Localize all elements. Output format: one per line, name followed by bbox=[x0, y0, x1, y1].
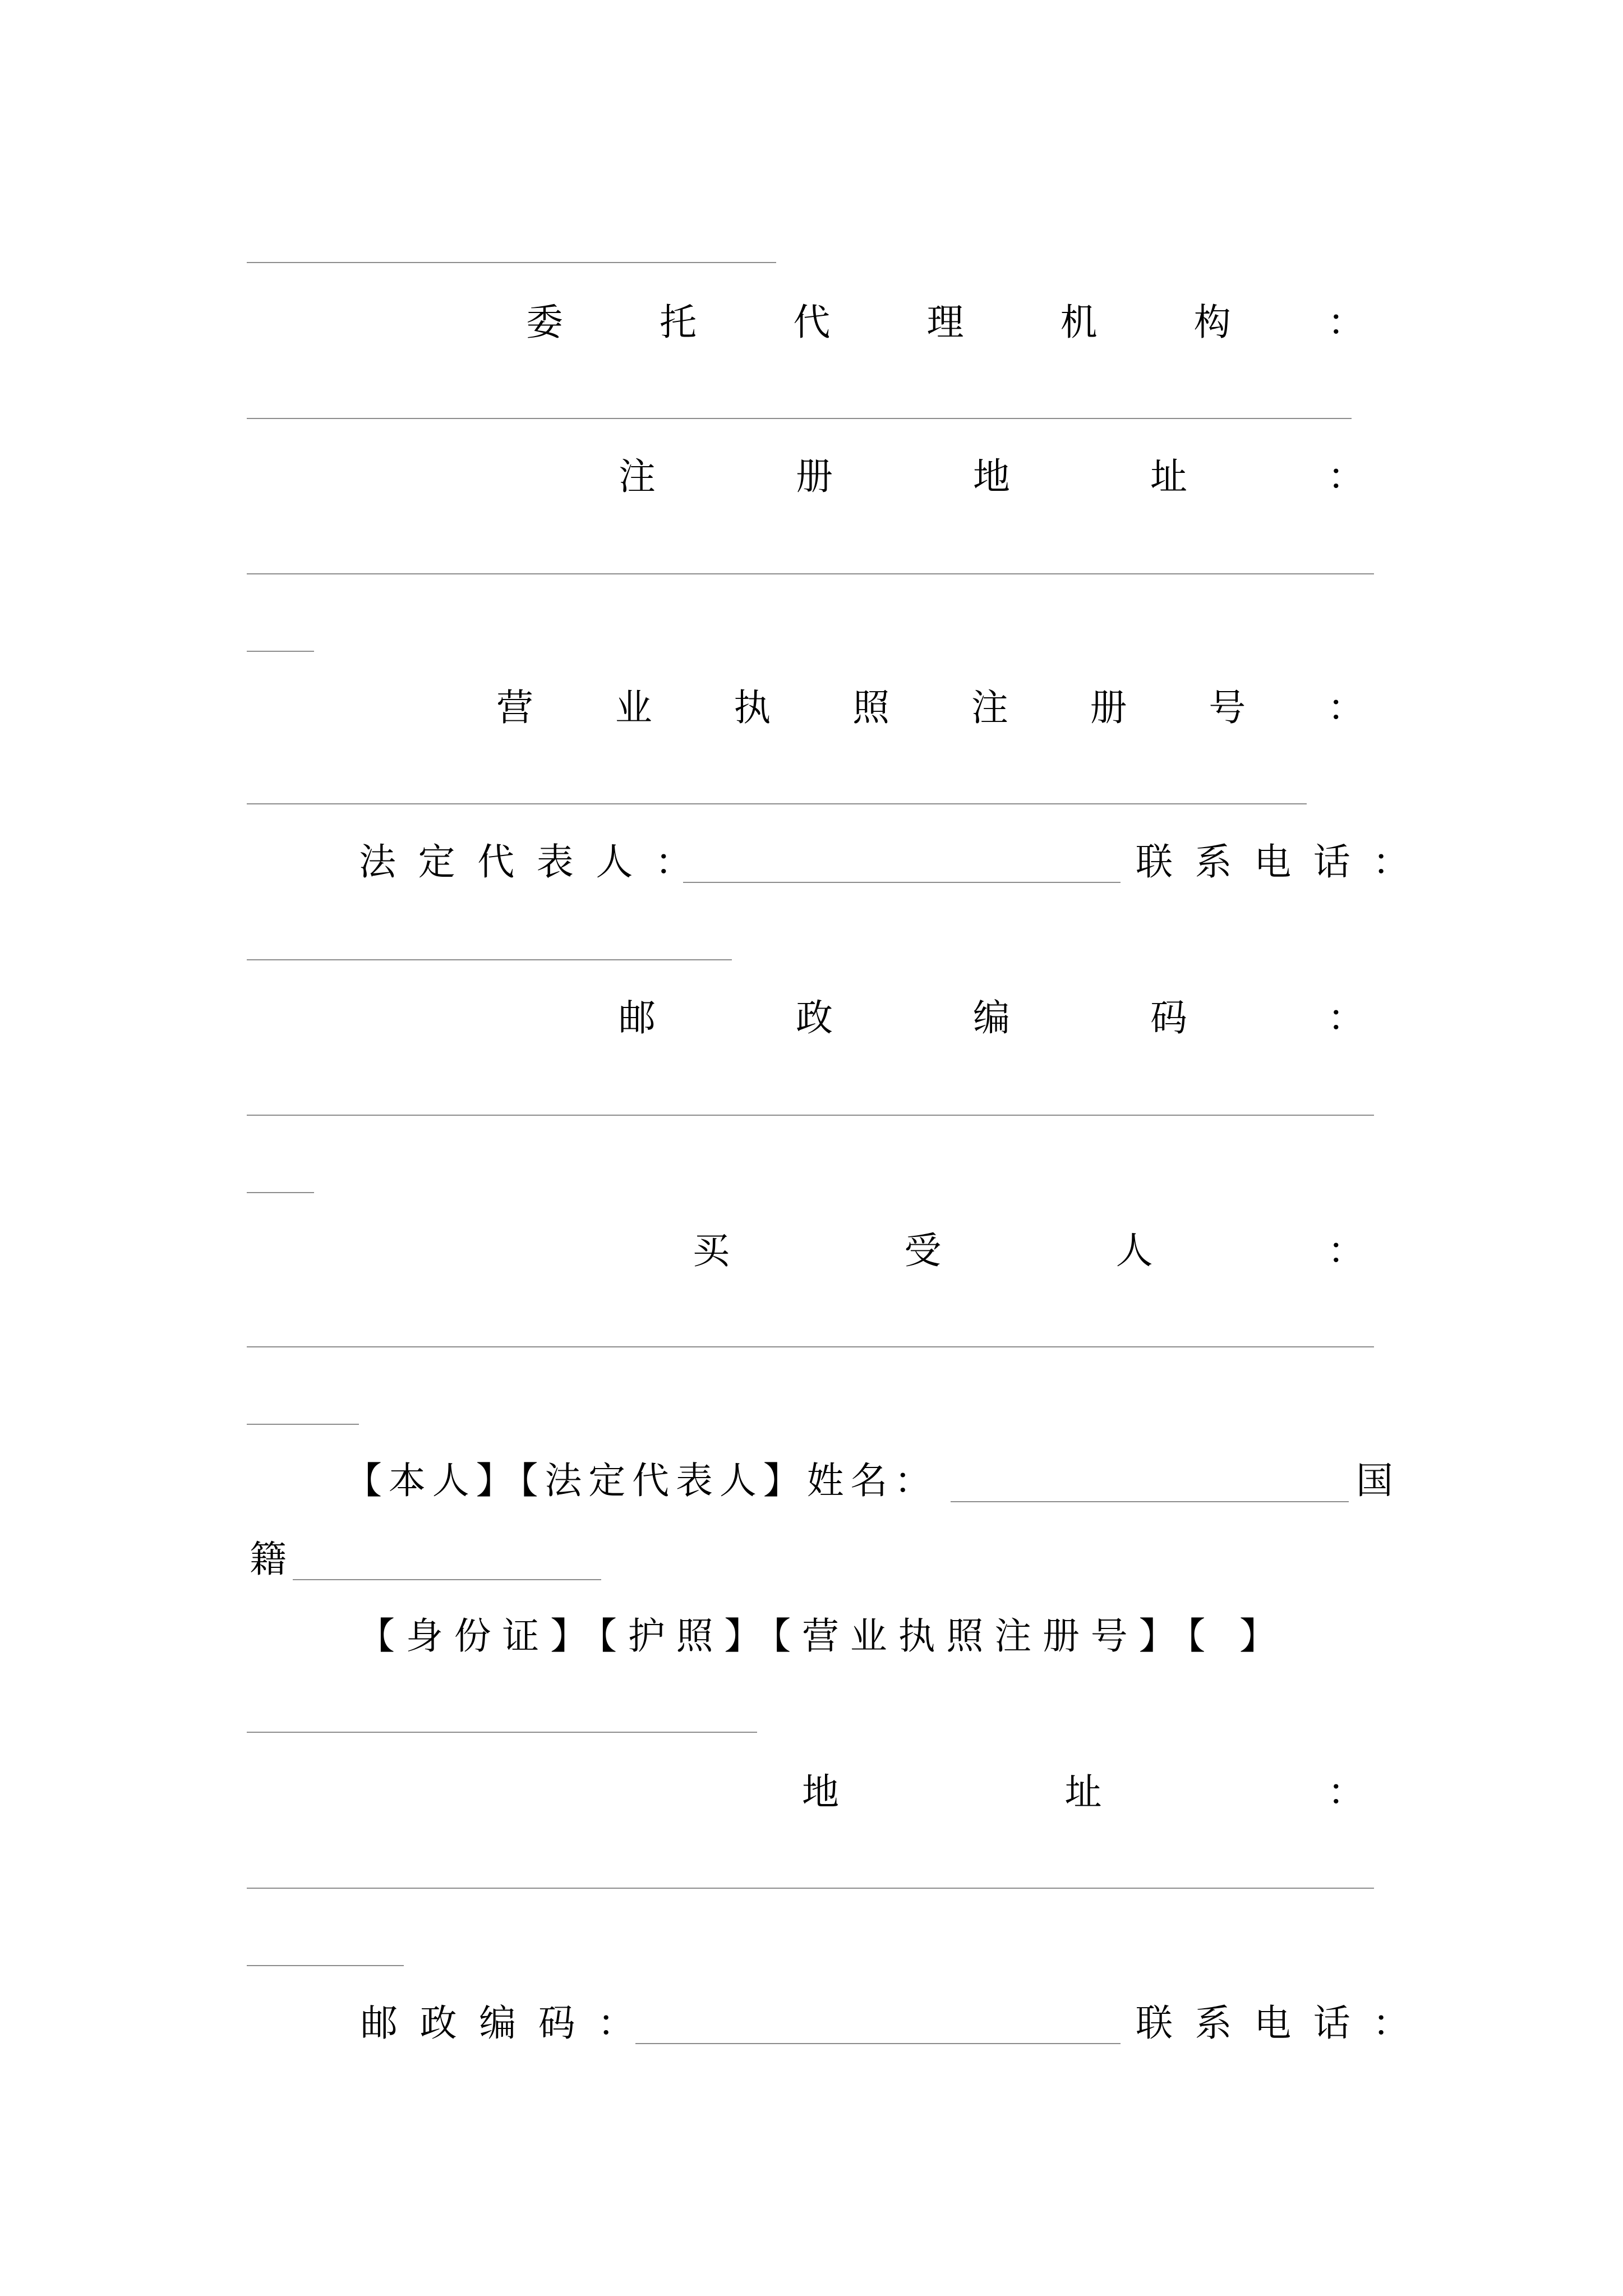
buyer-id-number-blank[interactable] bbox=[247, 1732, 757, 1733]
agent-license-char: 册 bbox=[1090, 686, 1127, 729]
agent-postal-char: 邮 bbox=[619, 996, 656, 1039]
agent-address-row bbox=[619, 454, 1364, 499]
buyer-id-types: 【身份证】【护照】【营业执照注册号】【 】 bbox=[358, 1614, 1288, 1658]
agent-postal-blank[interactable] bbox=[247, 1115, 1374, 1116]
agent-title-char: 代 bbox=[793, 301, 831, 344]
buyer-title-char: 受 bbox=[904, 1229, 942, 1272]
agent-title-char: 委 bbox=[526, 301, 563, 344]
agent-address-char: 地 bbox=[973, 455, 1010, 498]
agent-postal-char: 政 bbox=[796, 996, 833, 1039]
agent-license-row bbox=[496, 685, 1364, 730]
agent-postal-char: 码 bbox=[1150, 996, 1187, 1039]
agent-name-blank[interactable] bbox=[247, 418, 1352, 419]
buyer-address-blank-cont[interactable] bbox=[247, 1965, 404, 1966]
agent-address-char: 址 bbox=[1150, 455, 1187, 498]
agent-title-char: 托 bbox=[660, 301, 697, 344]
agent-address-blank-cont[interactable] bbox=[247, 651, 314, 652]
agent-address-char: 册 bbox=[796, 455, 833, 498]
agent-license-char: 号 bbox=[1209, 686, 1246, 729]
buyer-postal-blank[interactable] bbox=[635, 2043, 1121, 2044]
agent-title-char: 机 bbox=[1060, 301, 1098, 344]
buyer-address-char: 址 bbox=[1064, 1770, 1102, 1814]
agent-address-char: 注 bbox=[619, 455, 656, 498]
buyer-name-blank[interactable] bbox=[247, 1346, 1374, 1347]
buyer-address-blank[interactable] bbox=[247, 1888, 1374, 1889]
buyer-person-name-blank[interactable] bbox=[951, 1501, 1349, 1502]
agent-license-char: 照 bbox=[852, 686, 890, 729]
agent-title-row bbox=[526, 300, 1364, 345]
buyer-postal-label: 邮政编码： bbox=[361, 2001, 657, 2045]
buyer-name-blank-cont[interactable] bbox=[247, 1424, 359, 1425]
buyer-nationality-char-2: 籍 bbox=[250, 1538, 287, 1581]
buyer-title-char: 买 bbox=[693, 1229, 730, 1272]
agent-title-char: 构 bbox=[1193, 301, 1231, 344]
agent-license-char: 执 bbox=[734, 686, 771, 729]
agent-license-char: 营 bbox=[496, 686, 533, 729]
agent-phone-blank[interactable] bbox=[247, 959, 732, 960]
agent-address-blank[interactable] bbox=[247, 573, 1374, 574]
buyer-title-char: ： bbox=[1327, 1229, 1364, 1272]
agent-address-char: ： bbox=[1327, 455, 1364, 498]
agent-license-char: 注 bbox=[971, 686, 1008, 729]
agent-postal-blank-cont[interactable] bbox=[247, 1192, 314, 1193]
buyer-name-line-prefix: 【本人】【法定代表人】姓名： bbox=[345, 1459, 938, 1502]
buyer-address-char: ： bbox=[1327, 1770, 1364, 1814]
buyer-address-char: 地 bbox=[802, 1770, 839, 1814]
agent-phone-label: 联系电话： bbox=[1136, 840, 1432, 884]
agent-legal-rep-label: 法定代表人： bbox=[359, 840, 714, 884]
agent-legal-rep-blank[interactable] bbox=[683, 882, 1121, 883]
buyer-title-row bbox=[693, 1228, 1364, 1273]
buyer-phone-label: 联系电话： bbox=[1136, 2001, 1432, 2045]
agent-title-char: ： bbox=[1327, 301, 1364, 344]
buyer-nationality-blank[interactable] bbox=[293, 1579, 601, 1580]
agent-license-char: 业 bbox=[615, 686, 652, 729]
agent-postal-char: 编 bbox=[973, 996, 1010, 1039]
agent-title-char: 理 bbox=[926, 301, 964, 344]
blank-line bbox=[247, 262, 776, 263]
buyer-title-char: 人 bbox=[1115, 1229, 1153, 1272]
agent-postal-row bbox=[619, 996, 1364, 1041]
buyer-nationality-char-1: 国 bbox=[1356, 1459, 1393, 1502]
agent-license-blank[interactable] bbox=[247, 803, 1307, 804]
buyer-address-row bbox=[802, 1770, 1364, 1815]
agent-postal-char: ： bbox=[1327, 996, 1364, 1039]
agent-license-char: ： bbox=[1327, 686, 1364, 729]
